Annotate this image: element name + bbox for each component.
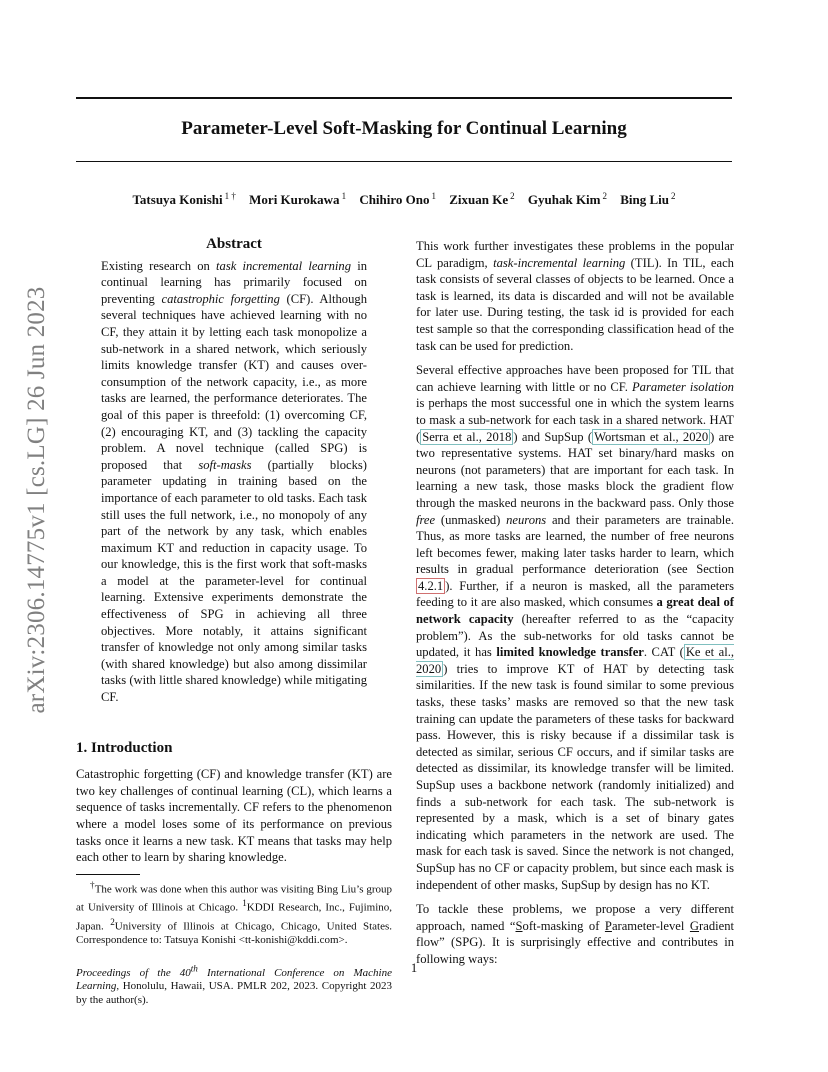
citation-link[interactable]: Wortsman et al., 2020 xyxy=(594,429,709,444)
footnote: †The work was done when this author was visiting Bing Liu’s group at University of Illinois at Chicago. $^1$KDDI Research, Inc., Fujimino, Japan. $^2$University of Illinois at Chicago, Chicago, United States. Correspondence to: Tatsuya Konishi <tt-konishi@kddi.com>. xyxy=(76,879,393,947)
proceedings-note: Proceedings of the 40th International Conference on Machine Learning, Honolulu, Hawaii, USA. PMLR 202, 2023. Copyright 2023 by the author(s). xyxy=(76,962,392,1007)
abstract-heading: Abstract xyxy=(206,236,262,252)
left-column xyxy=(76,236,392,1008)
right-column xyxy=(416,238,734,976)
body-paragraph: Several effective approaches have been proposed for TIL that can achieve learning with little or no CF. Parameter isolation is perhaps the most successful one in which the system learns to mask a sub-network for each task in a shared network. HAT ( Serra et al., 2018 ) and SupSup ( Wortsman et al., 2020 ) are two representative systems. HAT set binary/hard masks on neurons (not parameters) that are important for each task. In learning a new task, those masks block the gradient flow through the masked neurons in the backward pass. Only those free (unmasked) neurons and their parameters are trainable. Thus, as more tasks are learned, the number of free neurons left becomes fewer, making later tasks harder to learn, which results in gradual performance deterioration (see Section 4.2.1 ). Further, if a neuron is masked, all the parameters feeding to it are also masked, which consumes a great deal of network capacity (hereafter referred to as the “capacity problem”). As the sub-networks for old tasks cannot be updated, it has limited knowledge transfer. CAT ( Ke et al., 2020 ) tries to improve KT of HAT by detecting task similarities. If the new task is found similar to some previous tasks, these tasks’ masks are removed so that the new task training can update the parameters of these tasks for backward pass. However, this is risky because if a dissimilar task is detected as similar, serious CF occurs, and if similar tasks are detected as dissimilar, its knowledge transfer will be limited. SupSup uses a backbone network (randomly initialized) and finds a sub-network for each task. The sub-network is represented by a mask, which is a set of binary gates indicating which parameters in the network are used. The mask for each task is saved. Since the network is not changed, SupSup has no CF or capacity problem, but since each mask is independent of other masks, SupSup by design has no KT. xyxy=(416,363,735,892)
author: Bing Liu $^2$ xyxy=(620,191,676,208)
abstract-body: Existing research on task incremental learning in continual learning has primarily focused on preventing catastrophic forgetting (CF). Although several techniques have achieved learning with no CF, they attain it by letting each task monopolize a sub-network in a shared network, which seriously limits knowledge transfer (KT) and causes over-consumption of the network capacity, i.e., as more tasks are learned, the performance deteriorates. The goal of this paper is threefold: (1) overcoming CF, (2) encouraging KT, and (3) tackling the capacity problem. A novel technique (called SPG) is proposed that soft-masks (partially blocks) parameter updating in training based on the importance of each parameter to old tasks. Each task still uses the full network, i.e., no monopoly of any part of the network by any task, which enables maximum KT and reduction in capacity usage. To our knowledge, this is the first work that soft-masks a model at the parameter-level for continual learning. Extensive experiments demonstrate the effectiveness of SPG in achieving all three objectives. More notably, it attains significant transfer of knowledge not only among similar tasks (with shared knowledge) but also among dissimilar tasks (with little shared knowledge) while mitigating CF. xyxy=(101,258,367,705)
arxiv-stamp xyxy=(20,286,54,714)
footnote-rule xyxy=(76,874,140,875)
citation-link[interactable]: Serra et al., 2018 xyxy=(422,429,512,444)
title-rule-top xyxy=(76,97,732,99)
paper-title: Parameter-Level Soft-Masking for Continual Learning xyxy=(181,118,627,139)
author: Tatsuya Konishi $^{1 \dagger}$ xyxy=(132,191,236,208)
arxiv-stamp-text: arXiv:2306.14775v1 [cs.LG] 26 Jun 2023 xyxy=(23,286,50,714)
body-paragraph: To tackle these problems, we propose a very different approach, named “Soft-masking of Parameter-level Gradient flow” (SPG). It is surprisingly effective and contributes in following ways: xyxy=(416,902,734,966)
author: Chihiro Ono $^1$ xyxy=(359,191,437,208)
author-list xyxy=(76,191,732,208)
citation-link[interactable]: Ke et al., 2020 xyxy=(416,645,735,676)
intro-heading: 1. Introduction xyxy=(76,739,173,756)
body-paragraph: This work further investigates these problems in the popular CL paradigm, task-incremental learning (TIL). In TIL, each task consists of several classes of objects to be learned. Once a task is learned, its data is discarded and will not be available for later use. During testing, the task id is provided for each test sample so that the corresponding classification head of the task can be used for prediction. xyxy=(416,239,734,353)
author: Zixuan Ke $^2$ xyxy=(449,191,515,208)
section-ref-link[interactable]: 4.2.1 xyxy=(418,578,444,593)
author: Mori Kurokawa $^1$ xyxy=(249,191,347,208)
author: Gyuhak Kim $^2$ xyxy=(527,191,607,208)
title-rule-bottom xyxy=(76,161,732,162)
intro-paragraph: Catastrophic forgetting (CF) and knowledge transfer (KT) are two key challenges of continual learning (CL), which learns a sequence of tasks incrementally. CF refers to the phenomenon where a model loses some of its performance on previous tasks once it learns a new task. KT means that tasks may help each other to learn by sharing knowledge. xyxy=(76,767,392,865)
page-number: 1 xyxy=(410,961,418,975)
